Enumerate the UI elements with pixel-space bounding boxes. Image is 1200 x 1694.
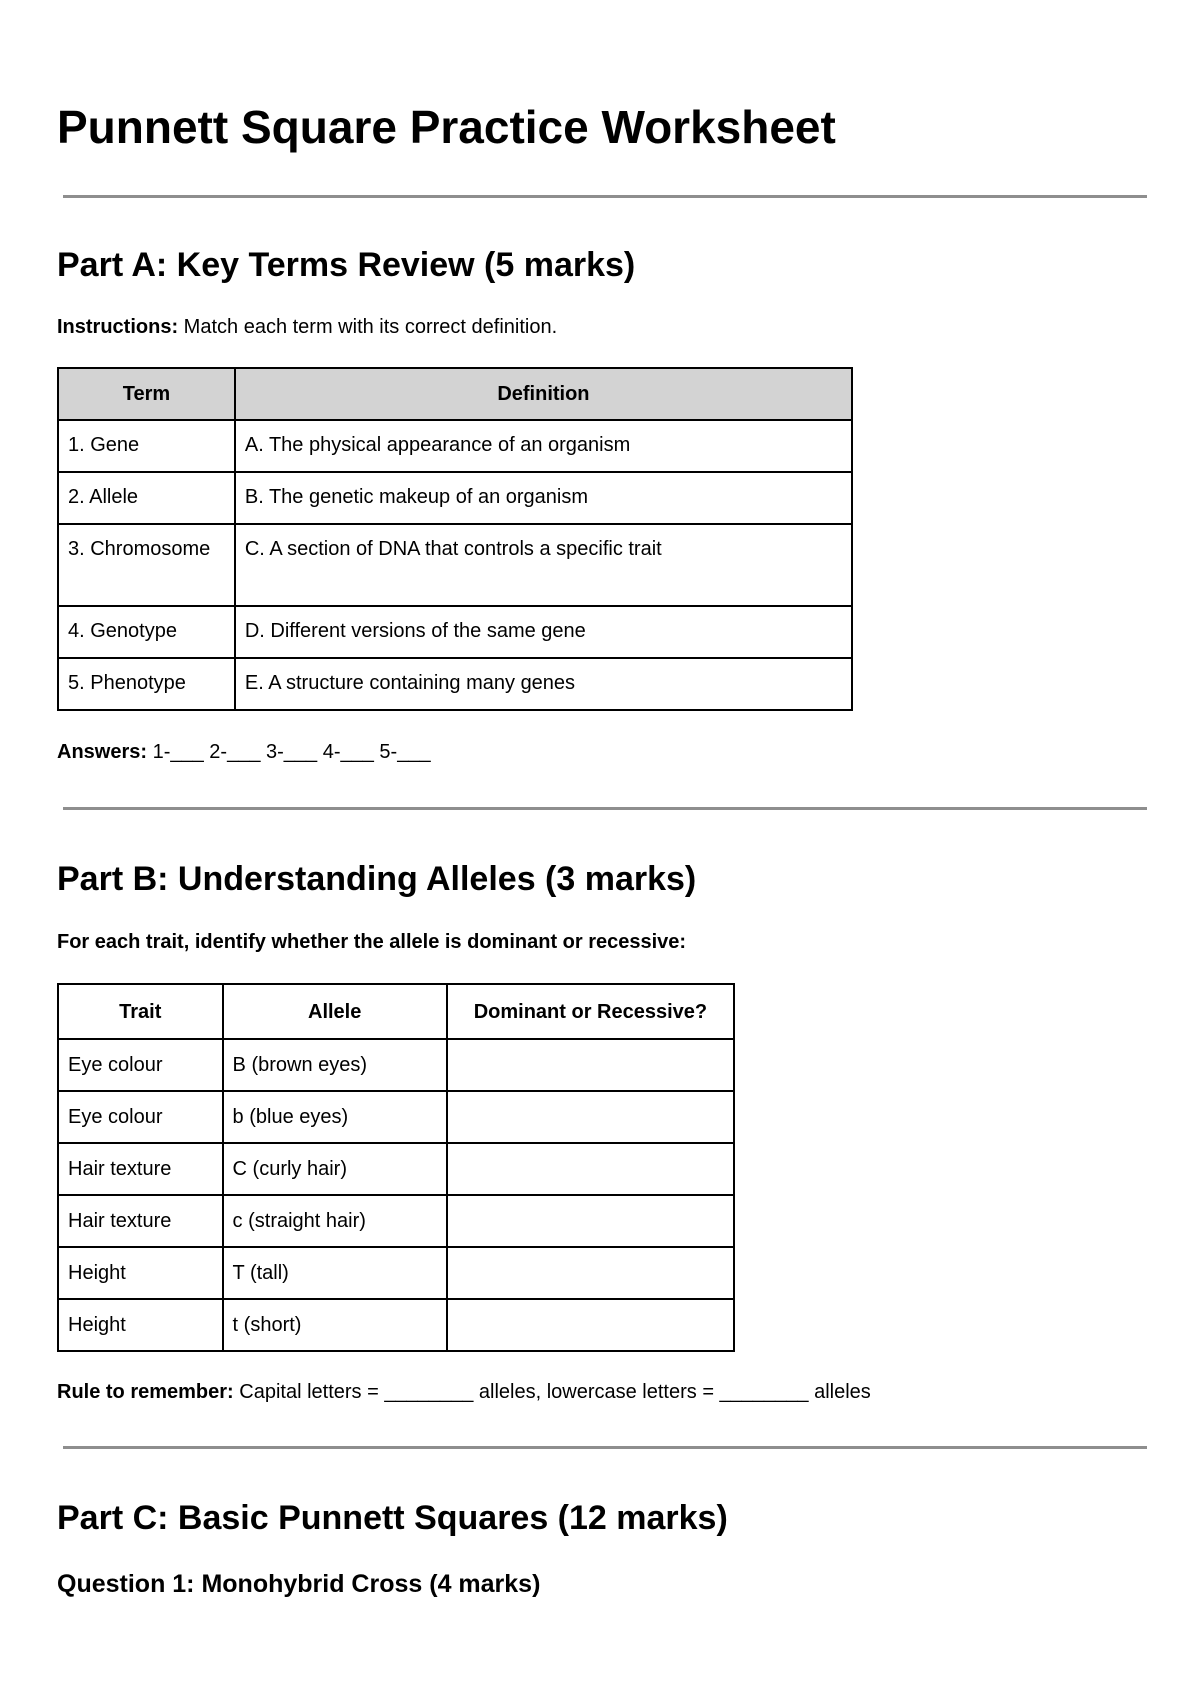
definition-cell: C. A section of DNA that controls a specific trait	[235, 524, 852, 606]
table-row	[58, 420, 852, 472]
question-1-heading: Question 1: Monohybrid Cross (4 marks)	[57, 1570, 541, 1598]
table-row	[58, 658, 852, 710]
definition-cell: B. The genetic makeup of an organism	[235, 472, 852, 524]
part-c-heading: Part C: Basic Punnett Squares (12 marks)	[57, 1499, 728, 1537]
trait-cell: Hair texture	[58, 1195, 223, 1247]
trait-cell: Height	[58, 1247, 223, 1299]
allele-cell: b (blue eyes)	[223, 1091, 447, 1143]
answer-cell[interactable]	[447, 1091, 734, 1143]
column-header-trait: Trait	[58, 984, 223, 1039]
part-a-answers	[57, 742, 431, 762]
alleles-table	[57, 983, 735, 1352]
term-cell: 1. Gene	[58, 420, 235, 472]
table-header-row	[58, 368, 852, 420]
answer-cell[interactable]	[447, 1247, 734, 1299]
answer-cell[interactable]	[447, 1299, 734, 1351]
part-b-heading: Part B: Understanding Alleles (3 marks)	[57, 860, 697, 898]
trait-cell: Hair texture	[58, 1143, 223, 1195]
instructions-label: Instructions:	[57, 316, 179, 338]
divider	[63, 1446, 1147, 1449]
allele-cell: B (brown eyes)	[223, 1039, 447, 1091]
part-b-rule	[57, 1382, 871, 1402]
answers-label: Answers:	[57, 741, 148, 763]
column-header-dominant-or-recessive: Dominant or Recessive?	[447, 984, 734, 1039]
column-header-allele: Allele	[223, 984, 447, 1039]
table-row	[58, 1039, 734, 1091]
part-a-instructions	[57, 317, 557, 337]
allele-cell: T (tall)	[223, 1247, 447, 1299]
term-cell: 4. Genotype	[58, 606, 235, 658]
answer-cell[interactable]	[447, 1039, 734, 1091]
part-b-instructions	[57, 932, 686, 952]
definition-cell: A. The physical appearance of an organism	[235, 420, 852, 472]
table-row	[58, 1195, 734, 1247]
rule-text: Capital letters = ________ alleles, lowercase letters = ________ alleles	[233, 1381, 871, 1403]
trait-cell: Eye colour	[58, 1091, 223, 1143]
table-row	[58, 524, 852, 606]
table-row	[58, 472, 852, 524]
column-header-term: Term	[58, 368, 235, 420]
allele-cell: C (curly hair)	[223, 1143, 447, 1195]
trait-cell: Height	[58, 1299, 223, 1351]
answer-cell[interactable]	[447, 1143, 734, 1195]
table-row	[58, 1091, 734, 1143]
page-title: Punnett Square Practice Worksheet	[57, 101, 836, 153]
allele-cell: t (short)	[223, 1299, 447, 1351]
table-row	[58, 1247, 734, 1299]
divider	[63, 195, 1147, 198]
column-header-definition: Definition	[235, 368, 852, 420]
definition-cell: D. Different versions of the same gene	[235, 606, 852, 658]
answer-cell[interactable]	[447, 1195, 734, 1247]
allele-cell: c (straight hair)	[223, 1195, 447, 1247]
table-row	[58, 1143, 734, 1195]
table-row	[58, 606, 852, 658]
term-cell: 3. Chromosome	[58, 524, 235, 606]
instructions-text: Match each term with its correct definition.	[178, 316, 558, 338]
definition-cell: E. A structure containing many genes	[235, 658, 852, 710]
key-terms-table	[57, 367, 853, 711]
table-header-row	[58, 984, 734, 1039]
part-b-instructions-text: For each trait, identify whether the allele is dominant or recessive:	[57, 931, 687, 953]
divider	[63, 807, 1147, 810]
trait-cell: Eye colour	[58, 1039, 223, 1091]
term-cell: 2. Allele	[58, 472, 235, 524]
part-a-heading: Part A: Key Terms Review (5 marks)	[57, 246, 636, 284]
table-row	[58, 1299, 734, 1351]
term-cell: 5. Phenotype	[58, 658, 235, 710]
rule-label: Rule to remember:	[57, 1381, 234, 1403]
answers-blanks: 1-___ 2-___ 3-___ 4-___ 5-___	[147, 741, 431, 763]
